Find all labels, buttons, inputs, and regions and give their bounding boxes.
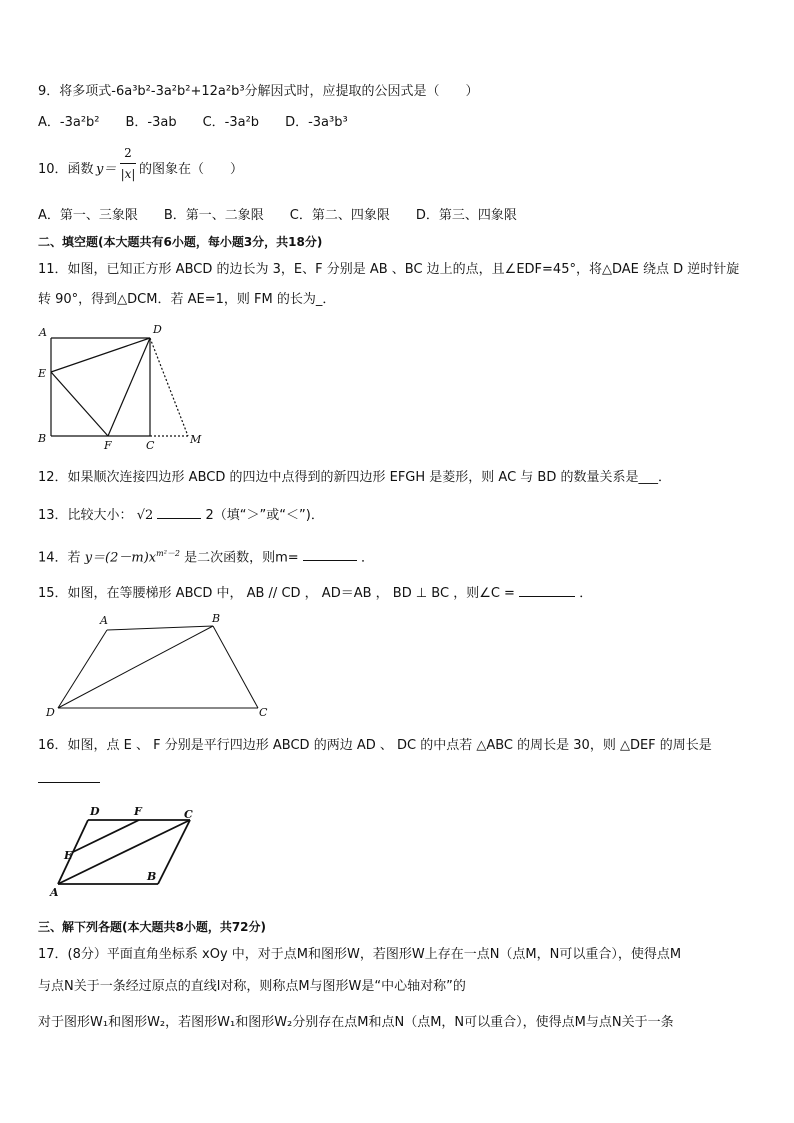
- q15-end: ．: [579, 586, 593, 601]
- q11-line2: 转 90°，得到△DCM．若 AE=1，则 FM 的长为_．: [38, 292, 336, 307]
- q17-line1: 17．(8分）平面直角坐标系 xOy 中，对于点M和图形W，若图形W上存在一点N（点M，N可以重合），使得点M: [38, 947, 682, 962]
- q14-line: [38, 546, 374, 566]
- q14-exponent: m²－2: [156, 549, 180, 558]
- q15-label-B: B: [212, 612, 221, 625]
- q10-fraction-bar: [120, 163, 136, 164]
- q17-line2: 与点N关于一条经过原点的直线l对称，则称点M与图形W是“中心轴对称”的: [38, 979, 466, 994]
- q10-numerator: 2: [124, 146, 132, 160]
- q11-label-A: A: [39, 326, 47, 339]
- q16-label-D: D: [90, 805, 100, 818]
- section-2-title: 二、填空题(本大题共有6小题，每小题3分，共18分): [38, 235, 323, 249]
- q15-label-A: A: [100, 614, 108, 627]
- q15-blank: [519, 584, 575, 597]
- q10-denominator: |x|: [120, 167, 136, 181]
- q10-prefix: 10．函数: [38, 162, 94, 177]
- q11-label-D: D: [153, 323, 162, 336]
- q14-expr: y＝(2－m)x: [84, 550, 157, 566]
- q9-options: A．-3a²b² B．-3ab C．-3a²b D．-3a³b³: [38, 115, 348, 130]
- q13-blank: [157, 506, 201, 519]
- q16-label-F: F: [134, 805, 142, 818]
- q13-rest: 2（填“＞”或“＜”)．: [205, 508, 324, 523]
- q16-label-A: A: [50, 886, 59, 899]
- q16-label-E: E: [64, 849, 73, 862]
- q14-text-a: 14．若: [38, 550, 81, 566]
- q11-square-figure: [36, 322, 216, 452]
- q16-label-C: C: [184, 808, 193, 821]
- q15-label-D: D: [46, 706, 55, 719]
- q14-blank: [303, 548, 357, 561]
- q15-trapezoid-figure: [40, 612, 280, 722]
- q16-blank: [38, 782, 100, 783]
- q11-label-B: B: [38, 432, 47, 445]
- q11-label-M: M: [190, 433, 202, 446]
- q14-text-b: 是二次函数，则m=: [184, 550, 299, 566]
- q13-line: [38, 506, 324, 524]
- q11-label-E: E: [38, 367, 47, 380]
- q14-end: ．: [360, 550, 374, 566]
- q9-stem: 9．将多项式-6a³b²-3a²b²+12a²b³分解因式时，应提取的公因式是（ ）: [38, 84, 479, 99]
- q17-line3: 对于图形W₁和图形W₂，若图形W₁和图形W₂分别存在点M和点N（点M，N可以重合），使得点M与点N关于一条: [38, 1015, 674, 1030]
- q10-options: A．第一、三象限 B．第一、二象限 C．第二、四象限 D．第三、四象限: [38, 208, 517, 223]
- q13-sqrt: √2: [136, 508, 154, 523]
- q12-text: 12．如果顺次连接四边形 ABCD 的四边中点得到的新四边形 EFGH 是菱形，则 AC 与 BD 的数量关系是___．: [38, 470, 671, 485]
- q15-text: 15．如图，在等腰梯形 ABCD 中， AB // CD ， AD＝AB ， BD ⊥ BC ，则∠C =: [38, 586, 515, 601]
- q10-suffix: 的图象在（ ）: [139, 162, 244, 177]
- q11-label-C: C: [146, 439, 155, 452]
- q16-line1: 16．如图，点 E 、 F 分别是平行四边形 ABCD 的两边 AD 、 DC 的中点若 △ABC 的周长是 30，则 △DEF 的周长是: [38, 738, 712, 753]
- q13-prefix: 13．比较大小：: [38, 508, 133, 523]
- q15-label-C: C: [259, 706, 268, 719]
- q10-y-eq: y＝: [96, 162, 117, 177]
- q15-line: [38, 584, 592, 602]
- q16-parallelogram-figure: [46, 796, 206, 899]
- q16-label-B: B: [147, 870, 157, 883]
- section-3-title: 三、解下列各题(本大题共8小题，共72分): [38, 920, 267, 934]
- q11-label-F: F: [104, 439, 112, 452]
- q11-line1: 11．如图，已知正方形 ABCD 的边长为 3，E、F 分别是 AB 、BC 边上的点，且∠EDF=45°，将△DAE 绕点 D 逆时针旋: [38, 262, 740, 277]
